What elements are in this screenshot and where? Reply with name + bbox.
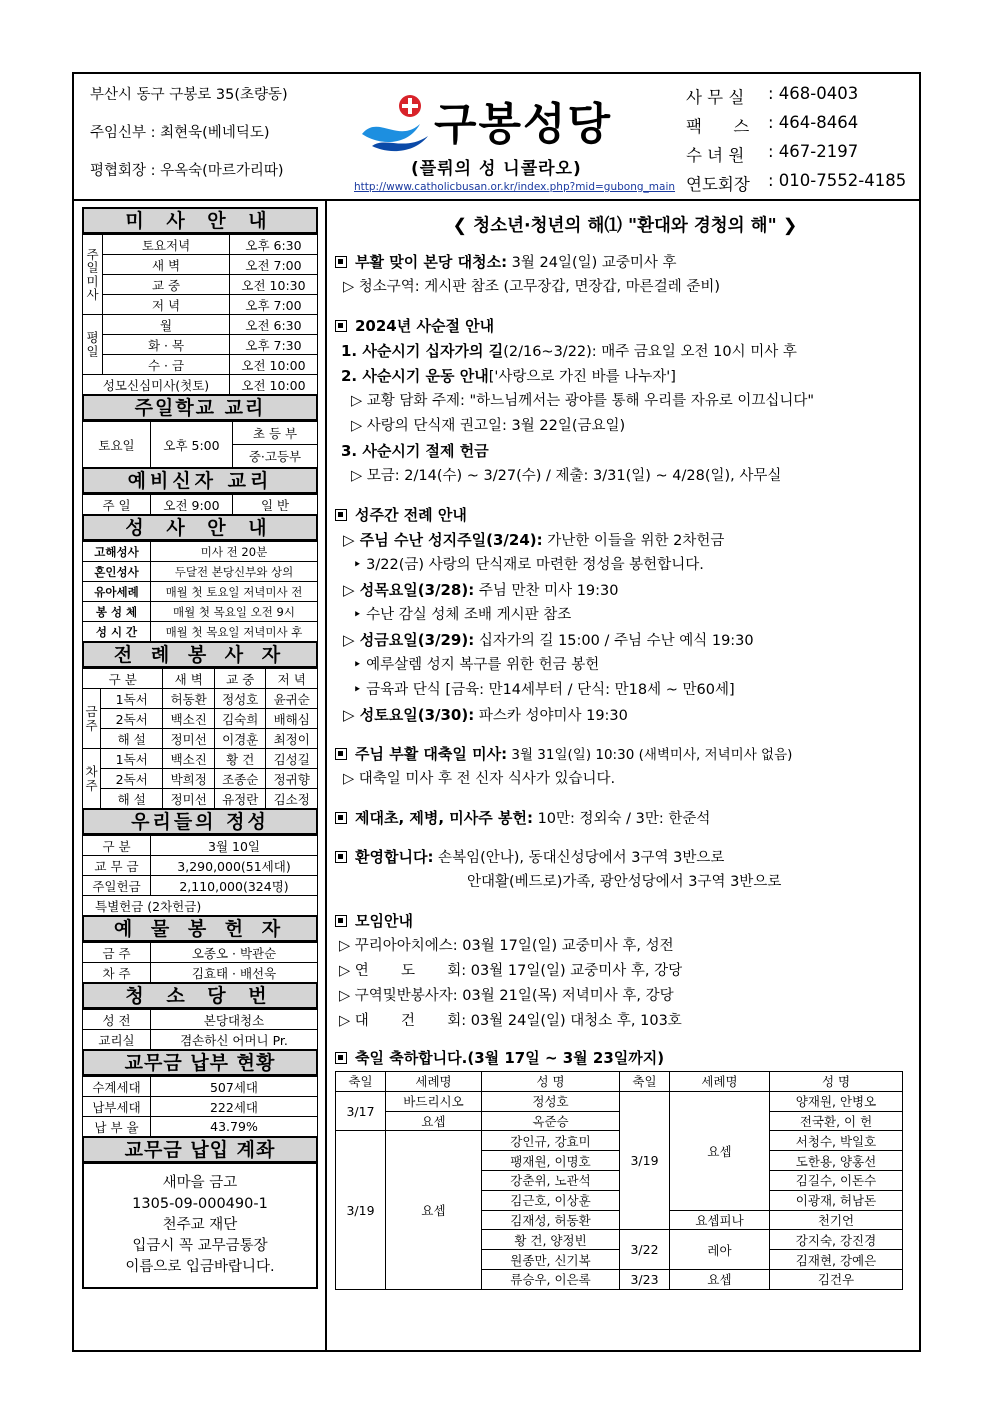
account-holder: 천주교 재단 — [162, 1217, 238, 1233]
account-info — [82, 1162, 318, 1289]
section-heading: 모임안내 — [355, 912, 413, 930]
sacrament-table — [82, 541, 318, 642]
server-name: 김숙희 — [214, 709, 266, 729]
feast-date: 3/17 — [336, 1091, 386, 1131]
server-name: 유정란 — [214, 789, 266, 809]
section-cleaning — [335, 250, 915, 275]
section-donation — [335, 806, 915, 831]
dues-value: 507세대 — [151, 1077, 318, 1097]
mass-name: 수 · 금 — [103, 355, 230, 375]
server-role: 해 설 — [101, 789, 163, 809]
feastday-table — [335, 1071, 903, 1290]
saint-name: 요셉피나 — [670, 1210, 770, 1230]
section-line — [335, 528, 915, 553]
sacrament-name: 성 시 간 — [83, 622, 151, 642]
server-name: 백소진 — [163, 709, 215, 729]
table-header: 세례명 — [670, 1072, 770, 1092]
server-role: 1독서 — [101, 689, 163, 709]
member-names: 정성호 — [482, 1091, 620, 1111]
header-info — [90, 88, 288, 202]
section-line: ▷ 교황 담화 주제: "하느님께서는 광야를 통해 우리를 자유로 이끄십니다" — [351, 393, 815, 409]
server-name: 정미선 — [163, 789, 215, 809]
sub-heading: 3. 사순시기 절제 헌금 — [341, 442, 489, 460]
sub-text: 파스카 성야미사 19:30 — [474, 708, 628, 724]
sacrament-title: 성 사 안 내 — [82, 514, 318, 541]
member-names: 팽재원, 이명호 — [482, 1151, 620, 1171]
section-line: ‣ 금육과 단식 [금육: 만14세부터 / 단식: 만18세 ~ 만60세] — [353, 682, 735, 698]
contact-row — [686, 171, 906, 200]
servers-week-label: 차 주 — [83, 749, 101, 809]
dues-value: 43.79% — [151, 1117, 318, 1137]
server-name: 배해심 — [266, 709, 318, 729]
gift-names: 김효태 · 배선욱 — [151, 963, 318, 983]
meeting-line: ▷ 대 건 회: 03월 24일(일) 대청소 후, 103호 — [339, 1013, 682, 1029]
offering-title: 우리들의 정성 — [82, 808, 318, 835]
servers-head: 교 중 — [214, 669, 266, 689]
meeting-line: ▷ 연 도 회: 03월 17일(일) 교중미사 후, 강당 — [339, 963, 683, 979]
meeting-line: ▷ 꾸리아아치에스: 03월 17일(일) 교중미사 후, 성전 — [339, 938, 674, 954]
section-line — [335, 628, 915, 653]
section-heading: 환영합니다: — [355, 848, 434, 866]
contact-row — [686, 84, 906, 113]
saint-name: 요셉 — [386, 1131, 482, 1289]
bullet-square-icon — [335, 915, 347, 927]
catechumen-time: 오전 9:00 — [151, 495, 233, 515]
section-line — [335, 339, 915, 364]
bullet-square-icon — [335, 256, 347, 268]
sacrament-info: 매월 첫 목요일 저녁미사 후 — [151, 622, 318, 642]
member-names: 옥준승 — [482, 1111, 620, 1131]
sub-text: (2/16~3/22): 매주 금요일 오전 10시 미사 후 — [503, 344, 797, 360]
mass-time: 오후 6:30 — [230, 235, 318, 255]
saint-name: 바드리시오 — [386, 1091, 482, 1111]
section-heading: 부활 맞이 본당 대청소: — [355, 253, 508, 271]
server-name: 정성호 — [214, 689, 266, 709]
member-names: 서청수, 박일호 — [770, 1131, 903, 1151]
school-group: 초 등 부 — [233, 422, 318, 445]
offering-label: 교 무 금 — [83, 856, 151, 876]
dues-title: 교무금 납부 현황 — [82, 1049, 318, 1076]
section-meetings — [335, 909, 915, 934]
mass-time: 오전 10:00 — [230, 355, 318, 375]
mass-name: 화 · 목 — [103, 335, 230, 355]
feast-date: 3/23 — [620, 1269, 670, 1289]
member-names: 양재원, 안병오 — [770, 1091, 903, 1111]
offering-label: 특별헌금 (2차헌금) — [83, 896, 318, 916]
table-header: 세례명 — [386, 1072, 482, 1092]
member-names: 류승우, 이은록 — [482, 1269, 620, 1289]
contact-label: 수 녀 원 — [686, 146, 745, 165]
sacrament-info: 매월 첫 토요일 저녁미사 전 — [151, 582, 318, 602]
section-line: ▷ 모금: 2/14(수) ~ 3/27(수) / 제출: 3/31(일) ~ 4/28(일), 사무실 — [351, 468, 782, 484]
section-line: ‣ 3/22(금) 사랑의 단식재로 마련한 정성을 봉헌합니다. — [353, 557, 704, 573]
column-divider — [325, 201, 327, 1352]
school-group: 중·고등부 — [233, 445, 318, 468]
section-line: ‣ 수난 감실 성체 조배 게시판 참조 — [353, 607, 572, 623]
section-feastdays — [335, 1046, 915, 1071]
section-line: ‣ 예루살렘 성지 복구를 위한 헌금 봉헌 — [353, 657, 600, 673]
server-name: 백소진 — [163, 749, 215, 769]
section-holy-week — [335, 503, 915, 528]
cleaning-group: 본당대청소 — [151, 1010, 318, 1030]
mass-name: 교 중 — [103, 275, 230, 295]
parish-emblem-icon — [358, 94, 438, 154]
server-role: 해 설 — [101, 729, 163, 749]
dues-label: 납부세대 — [83, 1097, 151, 1117]
contact-label: 팩 스 — [686, 117, 750, 136]
section-line — [335, 578, 915, 603]
sunday-school-table — [82, 421, 318, 468]
account-note: 입금시 꼭 교무금통장 — [132, 1238, 268, 1254]
section-line: ▷ 청소구역: 게시판 참조 (고무장갑, 면장갑, 마른걸레 준비) — [343, 279, 720, 295]
parish-subtitle: (플뤼의 성 니콜라오) — [411, 159, 582, 179]
mass-time: 오전 6:30 — [230, 315, 318, 335]
sub-text: 주님 만찬 미사 19:30 — [474, 583, 619, 599]
member-names: 김근호, 이상훈 — [482, 1190, 620, 1210]
mass-time: 오전 10:30 — [230, 275, 318, 295]
servers-title: 전 례 봉 사 자 — [82, 641, 318, 668]
sub-heading: ▷ 주님 수난 성지주일(3/24): — [343, 531, 543, 549]
bullet-square-icon — [335, 320, 347, 332]
contact-label: 연도회장 — [686, 175, 750, 194]
servers-week-label: 금 주 — [83, 689, 101, 749]
sacrament-name: 봉 성 체 — [83, 602, 151, 622]
member-names: 강지숙, 강진경 — [770, 1230, 903, 1250]
feast-date: 3/22 — [620, 1230, 670, 1270]
table-header: 성 명 — [482, 1072, 620, 1092]
sunday-mass-label: 주 일 미 사 — [83, 235, 103, 315]
member-names: 강인규, 강효미 — [482, 1131, 620, 1151]
section-heading: 성주간 전례 안내 — [355, 506, 467, 524]
servers-head: 저 녁 — [266, 669, 318, 689]
server-role: 1독서 — [101, 749, 163, 769]
section-line — [335, 439, 915, 464]
offering-label: 주일헌금 — [83, 876, 151, 896]
pastor: 주임신부 : 최현욱(베네딕도) — [90, 125, 270, 141]
sacrament-name: 혼인성사 — [83, 562, 151, 582]
member-names: 천기언 — [770, 1210, 903, 1230]
member-names: 김길수, 이돈수 — [770, 1170, 903, 1190]
bullet-square-icon — [335, 851, 347, 863]
member-names: 김재성, 허동환 — [482, 1210, 620, 1230]
catechumen-group: 일 반 — [233, 495, 318, 515]
main-title: ❮ 청소년·청년의 해⑴ "환대와 경청의 해" ❯ — [452, 216, 798, 236]
server-name: 조종순 — [214, 769, 266, 789]
parish-logo — [354, 84, 674, 199]
offering-value: 3,290,000(51세대) — [151, 856, 318, 876]
feast-date: 3/19 — [620, 1091, 670, 1230]
offering-table — [82, 835, 318, 916]
mass-schedule-table — [82, 234, 318, 395]
server-name: 허동환 — [163, 689, 215, 709]
feast-date: 3/19 — [336, 1131, 386, 1289]
gift-title: 예 물 봉 헌 자 — [82, 915, 318, 942]
server-name: 이경훈 — [214, 729, 266, 749]
bullet-square-icon — [335, 812, 347, 824]
sacrament-name: 유아세례 — [83, 582, 151, 602]
server-name: 정귀향 — [266, 769, 318, 789]
servers-head: 새 벽 — [163, 669, 215, 689]
server-name: 박희정 — [163, 769, 215, 789]
mass-name: 토요저녁 — [103, 235, 230, 255]
sacrament-name: 고해성사 — [83, 542, 151, 562]
bullet-square-icon — [335, 1052, 347, 1064]
contact-value: : 467-2197 — [768, 142, 859, 161]
cleaning-table — [82, 1009, 318, 1050]
server-name: 정미선 — [163, 729, 215, 749]
section-line — [335, 364, 915, 389]
mass-name: 저 녁 — [103, 295, 230, 315]
contact-list — [686, 84, 906, 200]
server-name: 김소정 — [266, 789, 318, 809]
server-name: 황 건 — [214, 749, 266, 769]
section-text: 손복임(안나), 동대신성당에서 3구역 3반으로 — [433, 850, 725, 866]
header — [72, 72, 921, 201]
mass-name: 월 — [103, 315, 230, 335]
section-lent — [335, 314, 915, 339]
section-text: 10만: 정외숙 / 3만: 한준석 — [532, 811, 711, 827]
weekday-mass-label: 평 일 — [83, 315, 103, 375]
mass-time: 오전 7:00 — [230, 255, 318, 275]
sub-text: 십자가의 길 15:00 / 주님 수난 예식 19:30 — [474, 633, 754, 649]
contact-row — [686, 142, 906, 171]
cleaning-place: 교리실 — [83, 1030, 151, 1050]
catechumen-table — [82, 494, 318, 515]
section-line: ▷ 사랑의 단식재 권고일: 3월 22일(금요일) — [351, 418, 626, 434]
dues-label: 수계세대 — [83, 1077, 151, 1097]
section-heading: 주님 부활 대축일 미사: — [355, 745, 508, 763]
section-easter — [335, 742, 915, 767]
address: 부산시 동구 구봉로 35(초량동) — [90, 87, 288, 103]
sub-heading: ▷ 성목요일(3/28): — [343, 581, 475, 599]
table-header: 축일 — [620, 1072, 670, 1092]
section-line: 안대활(베드로)가족, 광안성당에서 3구역 3반으로 — [467, 874, 782, 890]
sacrament-info: 두달전 본당신부와 상의 — [151, 562, 318, 582]
catechumen-day: 주 일 — [83, 495, 151, 515]
dues-value: 222세대 — [151, 1097, 318, 1117]
mass-time: 오전 10:00 — [230, 375, 318, 395]
mass-title: 미 사 안 내 — [82, 207, 318, 234]
mass-time: 오후 7:00 — [230, 295, 318, 315]
sunday-school-title: 주일학교 교리 — [82, 394, 318, 421]
sub-text: ['사랑으로 가진 바를 나누자'] — [488, 369, 676, 385]
table-header: 성 명 — [770, 1072, 903, 1092]
parish-website-link[interactable]: http://www.catholicbusan.or.kr/index.php?mid=gubong_main — [354, 181, 676, 193]
sidebar — [82, 208, 318, 1289]
contact-value: : 464-8464 — [768, 113, 859, 132]
contact-value: : 468-0403 — [768, 84, 859, 103]
bullet-square-icon — [335, 509, 347, 521]
bank-name: 새마을 금고 — [162, 1175, 238, 1191]
server-role: 2독서 — [101, 769, 163, 789]
catechumen-title: 예비신자 교리 — [82, 467, 318, 494]
mass-time: 오후 7:30 — [230, 335, 318, 355]
contact-label: 사 무 실 — [686, 88, 745, 107]
member-names: 김재현, 강예은 — [770, 1250, 903, 1270]
member-names: 강춘위, 노관석 — [482, 1170, 620, 1190]
server-role: 2독서 — [101, 709, 163, 729]
sacrament-info: 매월 첫 목요일 오전 9시 — [151, 602, 318, 622]
section-line: ▷ 대축일 미사 후 전 신자 식사가 있습니다. — [343, 771, 616, 787]
sacrament-info: 미사 전 20분 — [151, 542, 318, 562]
section-text: 3월 31일(일) 10:30 (새벽미사, 저녁미사 없음) — [507, 747, 793, 763]
contact-value: : 010-7552-4185 — [768, 171, 907, 190]
member-names: 도한용, 양홍선 — [770, 1151, 903, 1171]
offering-value: 3월 10일 — [151, 836, 318, 856]
contact-row — [686, 113, 906, 142]
member-names: 김건우 — [770, 1269, 903, 1289]
bullet-square-icon — [335, 748, 347, 760]
section-heading: 2024년 사순절 안내 — [355, 317, 495, 335]
account-number: 1305-09-000490-1 — [132, 1196, 268, 1212]
section-heading: 제대초, 제병, 미사주 봉헌: — [355, 809, 533, 827]
dues-table — [82, 1076, 318, 1137]
parish-title: 구봉성당 — [434, 99, 613, 150]
gift-week: 금 주 — [83, 943, 151, 963]
gift-week: 차 주 — [83, 963, 151, 983]
mass-name: 새 벽 — [103, 255, 230, 275]
sub-heading: ▷ 성금요일(3/29): — [343, 631, 475, 649]
member-names: 이광재, 허남돈 — [770, 1190, 903, 1210]
gift-table — [82, 942, 318, 983]
main-content — [335, 212, 915, 1290]
table-header: 축일 — [336, 1072, 386, 1092]
offering-value: 2,110,000(324명) — [151, 876, 318, 896]
mass-name: 성모신심미사(첫토) — [83, 375, 230, 395]
server-name: 최정이 — [266, 729, 318, 749]
school-time: 오후 5:00 — [151, 422, 233, 468]
school-day: 토요일 — [83, 422, 151, 468]
cleaning-place: 성 전 — [83, 1010, 151, 1030]
section-welcome — [335, 845, 915, 870]
section-text: 3월 24일(일) 교중미사 후 — [507, 255, 677, 271]
council-president: 평협회장 : 우옥숙(마르가리따) — [90, 163, 284, 179]
meeting-line: ▷ 구역및반봉사자: 03월 21일(목) 저녁미사 후, 강당 — [339, 988, 674, 1004]
dues-label: 납 부 율 — [83, 1117, 151, 1137]
sub-text: 가난한 이들을 위한 2차헌금 — [542, 533, 725, 549]
member-names: 원종만, 신기복 — [482, 1250, 620, 1270]
sub-heading: 1. 사순시기 십자가의 길 — [341, 342, 504, 360]
server-name: 김성길 — [266, 749, 318, 769]
member-names: 황 건, 양정빈 — [482, 1230, 620, 1250]
sub-heading: ▷ 성토요일(3/30): — [343, 706, 475, 724]
saint-name: 요셉 — [386, 1111, 482, 1131]
member-names: 전국환, 이 헌 — [770, 1111, 903, 1131]
servers-head: 구 분 — [83, 669, 163, 689]
servers-table — [82, 668, 318, 809]
account-note: 이름으로 입금바랍니다. — [125, 1259, 275, 1275]
saint-name: 요셉 — [670, 1269, 770, 1289]
server-name: 윤귀순 — [266, 689, 318, 709]
cleaning-title: 청 소 당 번 — [82, 982, 318, 1009]
offering-label: 구 분 — [83, 836, 151, 856]
sub-heading: 2. 사순시기 운동 안내 — [341, 367, 489, 385]
account-title: 교무금 납입 계좌 — [82, 1136, 318, 1163]
saint-name: 레아 — [670, 1230, 770, 1270]
cleaning-group: 겸손하신 어머니 Pr. — [151, 1030, 318, 1050]
saint-name: 요셉 — [670, 1091, 770, 1210]
gift-names: 오종오 · 박관순 — [151, 943, 318, 963]
section-line — [335, 703, 915, 728]
section-heading: 축일 축하합니다.(3월 17일 ~ 3월 23일까지) — [355, 1049, 665, 1067]
